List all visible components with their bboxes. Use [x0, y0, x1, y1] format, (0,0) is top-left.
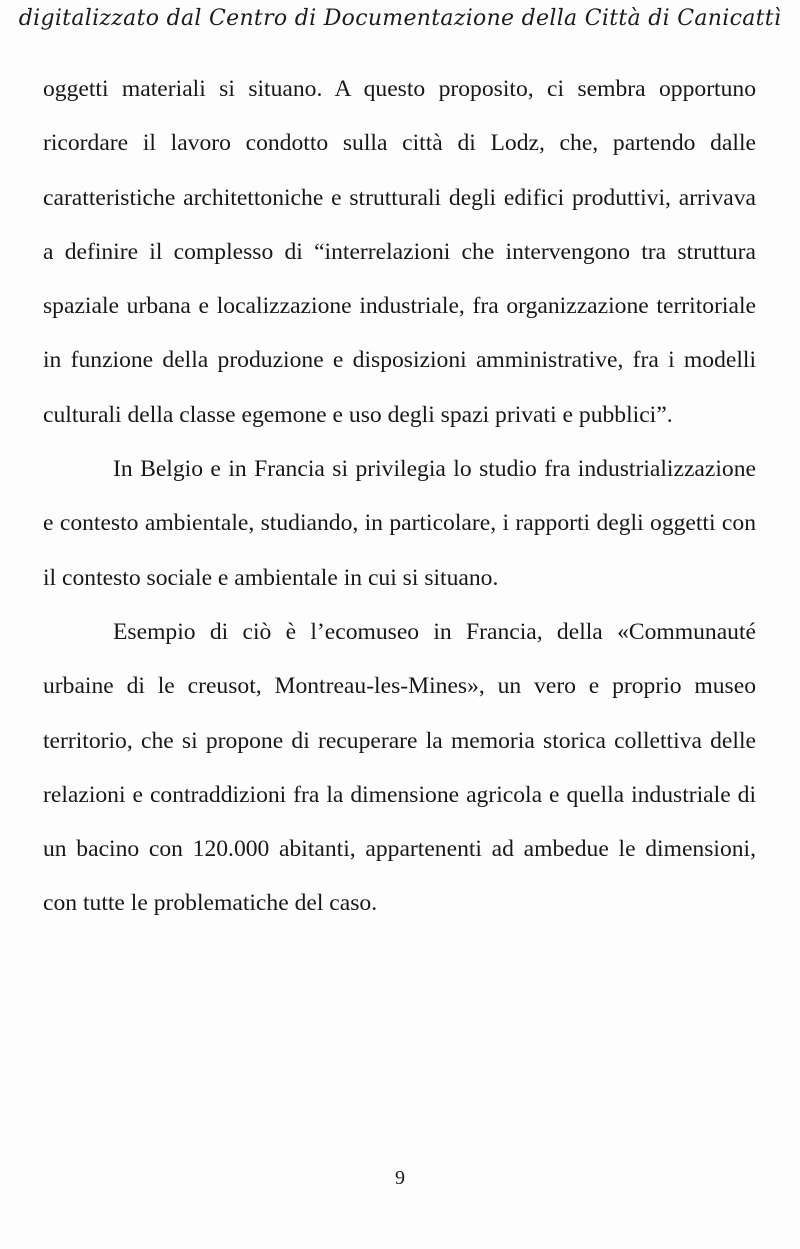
paragraph-continuation: oggetti materiali si situano. A questo proposito, ci sembra opportuno ricordare il lavoro condotto sulla città di Lodz, che, partendo dalle caratteristiche architettoniche e strutturali degli edifici produttivi, arrivava a definire il complesso di “interrelazioni che intervengono tra struttura spaziale urbana e localizzazione industriale, fra organizzazione territoriale in funzione della produzione e disposizioni amministrative, fra i modelli culturali della classe egemone e uso degli spazi privati e pubblici”. — [43, 76, 756, 428]
digitization-watermark: digitalizzato dal Centro di Documentazione della Città di Canicattì — [18, 6, 782, 31]
paragraph-ecomuseo: Esempio di ciò è l’ecomuseo in Francia, della «Communauté urbaine di le creusot, Montreau-les-Mines», un vero e proprio museo territorio, che si propone di recuperare la memoria storica collettiva delle relazioni e contraddizioni fra la dimensione agricola e quella industriale di un bacino con 120.000 abitanti, appartenenti ad ambedue le dimensioni, con tutte le problematiche del caso. — [43, 618, 756, 917]
body-text — [43, 62, 756, 931]
page-number: 9 — [395, 1167, 405, 1189]
paragraph-belgio-francia: In Belgio e in Francia si privilegia lo studio fra industrializzazione e contesto ambientale, studiando, in particolare, i rapporti degli oggetti con il contesto sociale e ambientale in cui si situano. — [43, 456, 756, 591]
